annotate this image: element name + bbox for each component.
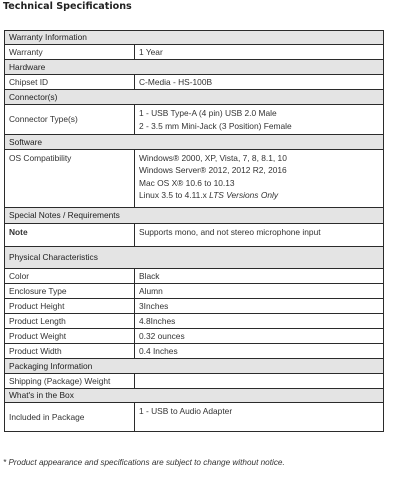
section-title: Software (5, 135, 384, 150)
table-row (5, 224, 384, 247)
section-title: Hardware (5, 60, 384, 75)
value-line: 1 - USB Type-A (4 pin) USB 2.0 Male (139, 108, 277, 119)
row-label: Product Length (5, 314, 135, 329)
value-text: Linux 3.5 to 4.11.x (139, 189, 210, 200)
row-label: Product Weight (5, 329, 135, 344)
section-header-software (5, 135, 384, 150)
row-value: Alumn (135, 284, 384, 299)
section-title: What's in the Box (5, 389, 384, 403)
row-label: Product Width (5, 344, 135, 359)
row-value: Black (135, 269, 384, 284)
row-value: 4.8Inches (135, 314, 384, 329)
table-row (5, 284, 384, 299)
page-title: Technical Specifications (3, 1, 132, 12)
value-line: Mac OS X® 10.6 to 10.13 (139, 177, 235, 188)
row-label: Included in Package (5, 403, 135, 432)
table-row (5, 344, 384, 359)
row-value: 3Inches (135, 299, 384, 314)
row-label: OS Compatibility (5, 150, 135, 208)
footnote: * Product appearance and specifications are subject to change without notice. (3, 458, 285, 467)
value-emphasis: LTS Versions Only (209, 189, 279, 200)
section-header-packaging (5, 359, 384, 374)
section-header-notes (5, 208, 384, 224)
row-value: 1 Year (135, 45, 384, 60)
section-title: Packaging Information (5, 359, 384, 374)
row-value: 0.4 Inches (135, 344, 384, 359)
spec-table (4, 30, 384, 432)
table-row (5, 374, 384, 389)
value-line (139, 189, 383, 201)
row-label: Connector Type(s) (5, 105, 135, 135)
row-label: Enclosure Type (5, 284, 135, 299)
section-header-in-box (5, 389, 384, 403)
row-value: 0.32 ounces (135, 329, 384, 344)
row-value: C-Media - HS-100B (135, 75, 384, 90)
row-value (135, 374, 384, 389)
row-label: Color (5, 269, 135, 284)
row-label: Chipset ID (5, 75, 135, 90)
row-label: Warranty (5, 45, 135, 60)
section-title: Special Notes / Requirements (5, 208, 384, 224)
section-title: Physical Characteristics (5, 247, 384, 269)
table-row (5, 45, 384, 60)
table-row (5, 75, 384, 90)
section-header-connectors (5, 90, 384, 105)
row-value: 1 - USB to Audio Adapter (135, 403, 384, 432)
row-label: Shipping (Package) Weight (5, 374, 135, 389)
table-row (5, 403, 384, 432)
row-label: Note (5, 224, 135, 247)
row-value: Supports mono, and not stereo microphone input (135, 224, 384, 247)
table-row (5, 329, 384, 344)
table-row (5, 269, 384, 284)
section-title: Warranty Information (5, 31, 384, 45)
table-row (5, 105, 384, 135)
value-line: Windows® 2000, XP, Vista, 7, 8, 8.1, 10 (139, 153, 287, 163)
table-row (5, 314, 384, 329)
section-header-physical (5, 247, 384, 269)
section-header-hardware (5, 60, 384, 75)
value-line: Windows Server® 2012, 2012 R2, 2016 (139, 165, 287, 176)
row-value (135, 105, 384, 135)
row-label: Product Height (5, 299, 135, 314)
section-header-warranty (5, 31, 384, 45)
table-row (5, 150, 384, 208)
table-row (5, 299, 384, 314)
section-title: Connector(s) (5, 90, 384, 105)
value-line: 2 - 3.5 mm Mini-Jack (3 Position) Female (139, 120, 292, 131)
row-value (135, 150, 384, 208)
